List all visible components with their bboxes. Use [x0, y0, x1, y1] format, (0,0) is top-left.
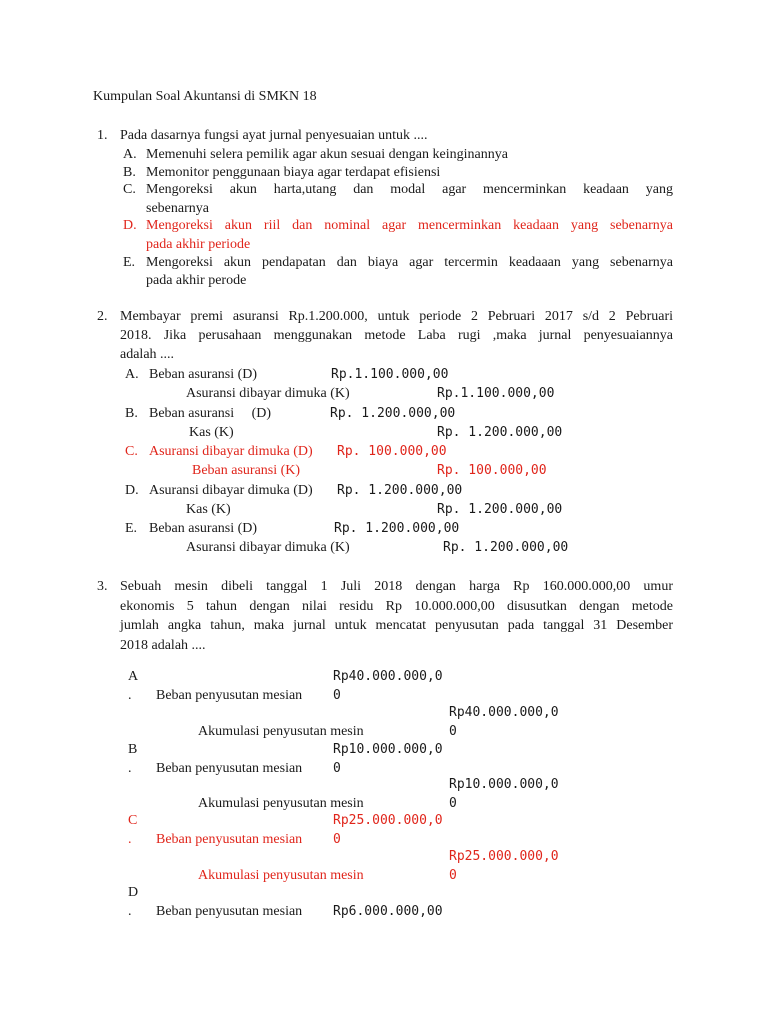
option-letter: B [128, 742, 138, 757]
option-letter: D. [125, 483, 139, 498]
question-stem-line-2: ekonomis 5 tahun dengan nilai residu Rp 10.000.000,00 disusutkan dengan metode [120, 599, 673, 614]
debit-account: Beban asuransi (D) [149, 367, 258, 382]
credit-amount: Rp10.000.000,0 [449, 777, 559, 792]
question-number: 2. [97, 309, 108, 324]
credit-amount: Rp. 1.200.000,00 [437, 425, 563, 440]
credit-account: Asuransi dibayar dimuka (K) [186, 386, 350, 401]
debit-amount: Rp.1.100.000,00 [331, 367, 449, 382]
option-letter: C. [125, 444, 138, 459]
option-letter: A. [125, 367, 139, 382]
option-letter: A. [123, 147, 137, 162]
credit-account: Akumulasi penyusutan mesin [198, 868, 364, 883]
debit-amount: Rp40.000.000,0 [333, 669, 443, 684]
credit-account: Kas (K) [189, 425, 234, 440]
credit-account: Beban asuransi (K) [192, 463, 301, 478]
question-stem-line-1: Membayar premi asuransi Rp.1.200.000, untuk periode 2 Pebruari 2017 s/d 2 Pebruari [120, 309, 673, 324]
option-dot: . [128, 688, 132, 703]
debit-amount: Rp25.000.000,0 [333, 813, 443, 828]
option-letter: C [128, 813, 138, 828]
credit-account: Asuransi dibayar dimuka (K) [186, 540, 350, 555]
option-text-line-1: Mengoreksi akun riil dan nominal agar mencerminkan keadaan yang sebenarnya [146, 218, 673, 233]
option-letter: B. [123, 165, 136, 180]
credit-amount: Rp. 100.000,00 [437, 463, 547, 478]
debit-account: Beban penyusutan mesian [156, 832, 303, 847]
credit-amount-cont: 0 [449, 796, 457, 811]
option-dot: . [128, 904, 132, 919]
credit-amount-cont: 0 [449, 868, 457, 883]
option-letter: C. [123, 182, 136, 197]
option-letter: D [128, 885, 139, 900]
credit-amount: Rp. 1.200.000,00 [437, 502, 563, 517]
debit-account: Beban asuransi (D) [149, 406, 272, 421]
debit-amount: Rp. 1.200.000,00 [337, 483, 463, 498]
debit-account: Asuransi dibayar dimuka (D) [149, 483, 313, 498]
option-text-line-1: Mengoreksi akun pendapatan dan biaya agar tercermin keadaaan yang sebenarnya [146, 255, 673, 270]
option-text-line-2: pada akhir perode [146, 273, 247, 288]
option-text: Memenuhi selera pemilik agar akun sesuai dengan keinginannya [146, 147, 508, 162]
debit-account: Beban penyusutan mesian [156, 904, 303, 919]
option-letter: A [128, 669, 139, 684]
debit-amount-cont: 0 [333, 688, 341, 703]
option-text: Memonitor penggunaan biaya agar terdapat efisiensi [146, 165, 441, 180]
credit-amount: Rp25.000.000,0 [449, 849, 559, 864]
debit-amount: Rp. 1.200.000,00 [334, 521, 460, 536]
credit-amount: Rp. 1.200.000,00 [443, 540, 569, 555]
document-title: Kumpulan Soal Akuntansi di SMKN 18 [93, 89, 317, 104]
debit-amount-cont: 0 [333, 761, 341, 776]
debit-account: Beban penyusutan mesian [156, 688, 303, 703]
debit-account: Beban penyusutan mesian [156, 761, 303, 776]
question-stem-line-2: 2018. Jika perusahaan menggunakan metode Laba rugi ,maka jurnal penyesuaiannya [120, 328, 673, 343]
debit-amount: Rp. 1.200.000,00 [330, 406, 456, 421]
credit-amount-cont: 0 [449, 724, 457, 739]
credit-account: Akumulasi penyusutan mesin [198, 724, 364, 739]
option-text-line-2: pada akhir periode [146, 237, 251, 252]
debit-account: Asuransi dibayar dimuka (D) [149, 444, 313, 459]
option-letter: E. [123, 255, 136, 270]
debit-amount: Rp10.000.000,0 [333, 742, 443, 757]
question-number: 1. [97, 128, 108, 143]
question-stem: Pada dasarnya fungsi ayat jurnal penyesuaian untuk .... [120, 128, 428, 143]
option-letter: B. [125, 406, 138, 421]
question-stem-line-3: jumlah angka tahun, maka jurnal untuk mencatat penyusutan pada tanggal 31 Desember [120, 618, 673, 633]
credit-account: Akumulasi penyusutan mesin [198, 796, 364, 811]
debit-amount: Rp. 100.000,00 [337, 444, 447, 459]
question-stem-line-3: adalah .... [120, 347, 175, 362]
option-dot: . [128, 832, 132, 847]
credit-amount: Rp40.000.000,0 [449, 705, 559, 720]
debit-amount-cont: 0 [333, 832, 341, 847]
credit-account: Kas (K) [186, 502, 231, 517]
question-stem-line-1: Sebuah mesin dibeli tanggal 1 Juli 2018 dengan harga Rp 160.000.000,00 umur [120, 579, 673, 594]
question-number: 3. [97, 579, 108, 594]
option-text-line-2: sebenarnya [146, 201, 209, 216]
debit-account: Beban asuransi (D) [149, 521, 258, 536]
option-letter: E. [125, 521, 138, 536]
question-stem-line-4: 2018 adalah .... [120, 638, 206, 653]
option-letter: D. [123, 218, 137, 233]
option-dot: . [128, 761, 132, 776]
option-text-line-1: Mengoreksi akun harta,utang dan modal agar mencerminkan keadaan yang [146, 182, 673, 197]
debit-amount: Rp6.000.000,00 [333, 904, 443, 919]
credit-amount: Rp.1.100.000,00 [437, 386, 555, 401]
